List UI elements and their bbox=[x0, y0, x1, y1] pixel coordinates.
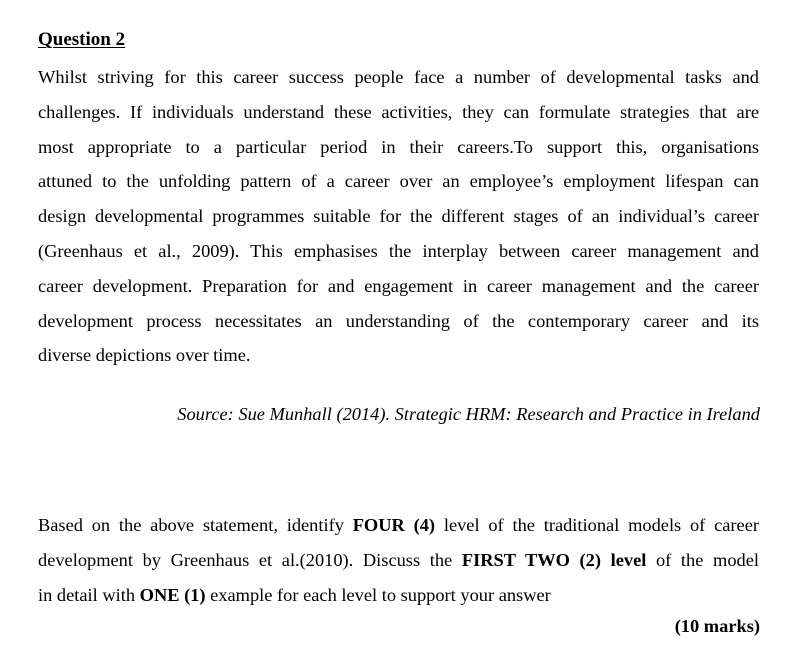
marks-label: (10 marks) bbox=[674, 616, 760, 636]
question-title: Question 2 bbox=[38, 29, 126, 50]
paragraph-line: design developmental programmes suitable for the different stages of an individual’s career bbox=[38, 206, 759, 227]
source-citation: Source: Sue Munhall (2014). Strategic HRM: Research and Practice in Ireland bbox=[177, 404, 760, 424]
paragraph-line: career development. Preparation for and engagement in career management and the career bbox=[38, 275, 759, 296]
instruction-text: of the model bbox=[646, 549, 759, 570]
instruction-emphasis: FOUR (4) bbox=[352, 515, 436, 535]
instruction-line bbox=[38, 543, 759, 578]
paragraph-line: most appropriate to a particular period in their careers.To support this, organisations bbox=[38, 136, 759, 157]
instruction-line bbox=[38, 508, 759, 543]
instruction-paragraph bbox=[38, 508, 759, 612]
paragraph-line: Whilst striving for this career success people face a number of developmental tasks and bbox=[38, 67, 759, 87]
instruction-emphasis: ONE (1) bbox=[139, 584, 206, 605]
paragraph-line: challenges. If individuals understand these activities, they can formulate strategies that are bbox=[38, 101, 759, 122]
paragraph-line: development process necessitates an understanding of the contemporary career and its bbox=[38, 310, 759, 331]
paragraph-line: (Greenhaus et al., 2009). This emphasises the interplay between career management and bbox=[38, 240, 759, 261]
instruction-text: in detail with bbox=[38, 584, 140, 605]
instruction-text: example for each level to support your answer bbox=[205, 584, 551, 605]
paragraph-line: diverse depictions over time. bbox=[38, 345, 251, 366]
instruction-line bbox=[38, 578, 759, 613]
instruction-text: Based on the above statement, identify bbox=[38, 515, 353, 535]
paragraph-line: attuned to the unfolding pattern of a career over an employee’s employment lifespan can bbox=[38, 171, 759, 192]
instruction-text: level of the traditional models of career bbox=[435, 515, 759, 535]
context-paragraph bbox=[38, 60, 759, 373]
instruction-text: development by Greenhaus et al.(2010). Discuss the bbox=[38, 549, 462, 570]
instruction-emphasis: FIRST TWO (2) level bbox=[461, 549, 647, 570]
